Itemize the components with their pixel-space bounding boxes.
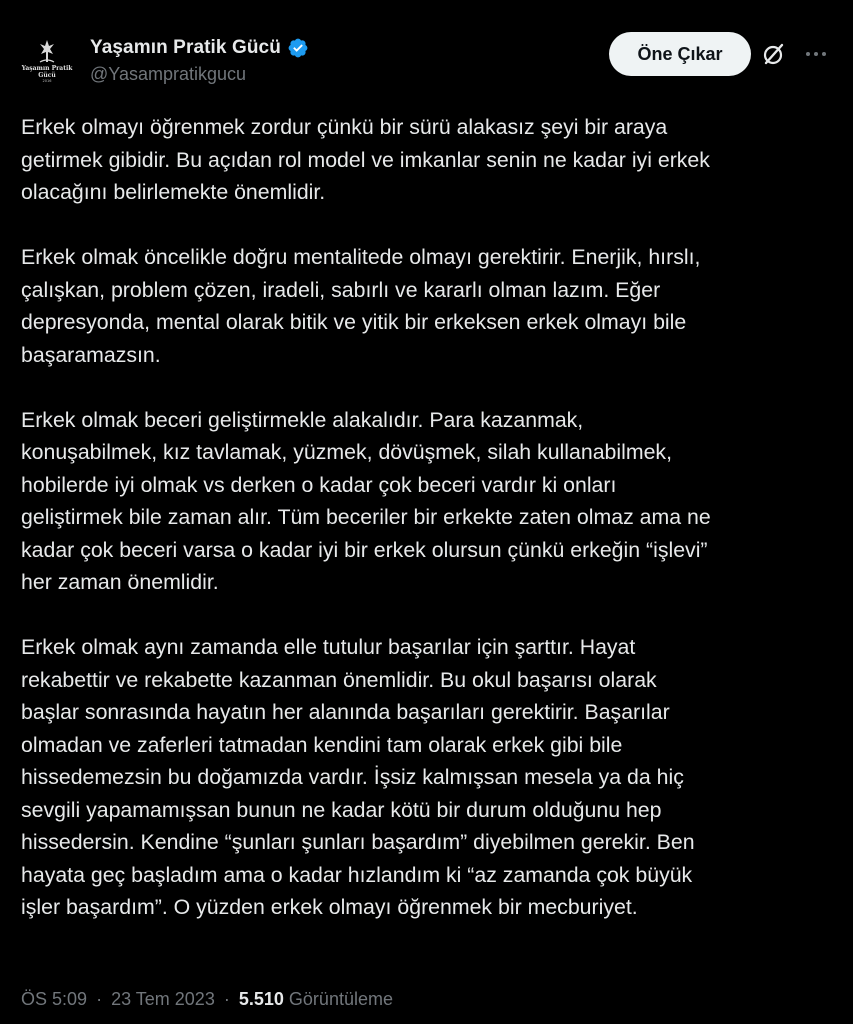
- highlight-button[interactable]: Öne Çıkar: [609, 32, 751, 76]
- text-line: işler başardım”. O yüzden erkek olmayı öğrenmek bir mecburiyet.: [21, 895, 638, 919]
- verified-badge-icon[interactable]: [287, 37, 309, 59]
- tweet-date[interactable]: 23 Tem 2023: [111, 989, 215, 1009]
- meta-separator: ·: [96, 989, 103, 1009]
- more-icon[interactable]: [802, 40, 830, 68]
- text-line: her zaman önemlidir.: [21, 570, 219, 594]
- text-line: hissedemezsin bu doğamızda vardır. İşsiz kalmışsan mesela ya da hiç: [21, 765, 684, 789]
- views-label: Görüntüleme: [288, 989, 393, 1009]
- avatar[interactable]: [18, 32, 76, 90]
- tweet-meta: [21, 989, 393, 1010]
- text-line: kadar çok beceri varsa o kadar iyi bir erkek olursun çünkü erkeğin “işlevi”: [21, 537, 708, 562]
- tweet-paragraph-3: [21, 404, 836, 599]
- tweet-time[interactable]: ÖS 5:09: [21, 989, 88, 1009]
- views-count[interactable]: 5.510: [238, 989, 284, 1009]
- text-line: olmadan ve zaferleri tatmadan kendini tam olarak erkek gibi bile: [21, 732, 623, 757]
- tweet-paragraph-2: [21, 241, 836, 371]
- text-line: Erkek olmak aynı zamanda elle tutulur başarılar için şarttır. Hayat: [21, 635, 636, 659]
- author-names: [90, 34, 309, 85]
- display-name-row: [90, 34, 309, 62]
- avatar-logo-icon: [18, 32, 76, 90]
- tweet-paragraph-1: [21, 111, 836, 209]
- text-line: hissedersin. Kendine “şunları şunları başardım” diyebilmen gerekir. Ben: [21, 830, 695, 854]
- text-line: konuşabilmek, kız tavlamak, yüzmek, dövüşmek, silah kullanabilmek,: [21, 440, 673, 464]
- grok-icon[interactable]: [760, 40, 788, 68]
- tweet-header: [16, 28, 836, 88]
- text-line: başlar sonrasında hayatın her alanında başarıları gerektirir. Başarılar: [21, 700, 670, 724]
- text-line: getirmek gibidir. Bu açıdan rol model ve imkanlar senin ne kadar iyi erkek: [21, 147, 710, 172]
- text-line: sevgili yapamamışsan bunun ne kadar kötü bir durum olduğunu hep: [21, 797, 662, 822]
- text-line: başaramazsın.: [21, 342, 161, 367]
- tweet-text: [21, 111, 836, 924]
- display-name[interactable]: Yaşamın Pratik Gücü: [90, 37, 281, 58]
- text-line: geliştirmek bile zaman alır. Tüm beceriler bir erkekte zaten olmaz ama ne: [21, 505, 711, 529]
- text-line: depresyonda, mental olarak bitik ve yitik bir erkeksen erkek olmayı bile: [21, 310, 687, 334]
- avatar-text-line2: Gücü: [38, 72, 56, 79]
- text-line: hayata geç başladım ama o kadar hızlandım ki “az zamanda çok büyük: [21, 862, 693, 887]
- tweet-paragraph-4: [21, 631, 836, 924]
- text-line: Erkek olmayı öğrenmek zordur çünkü bir sürü alakasız şeyi bir araya: [21, 115, 668, 139]
- avatar-text-line3: 2016: [42, 79, 52, 83]
- text-line: olacağını belirlemekte önemlidir.: [21, 180, 326, 204]
- text-line: çalışkan, problem çözen, iradeli, sabırlı ve kararlı olman lazım. Eğer: [21, 277, 661, 302]
- text-line: Erkek olmak öncelikle doğru mentalitede olmayı gerektirir. Enerjik, hırslı,: [21, 245, 701, 269]
- text-line: rekabettir ve rekabette kazanman önemlidir. Bu okul başarısı olarak: [21, 667, 657, 692]
- text-line: Erkek olmak beceri geliştirmekle alakalıdır. Para kazanmak,: [21, 407, 584, 432]
- text-line: hobilerde iyi olmak vs derken o kadar çok beceri vardır ki onları: [21, 472, 617, 497]
- author-handle[interactable]: @Yasampratikgucu: [90, 64, 247, 84]
- meta-separator: ·: [223, 989, 230, 1009]
- avatar-text-line1: Yaşamın Pratik: [21, 65, 73, 72]
